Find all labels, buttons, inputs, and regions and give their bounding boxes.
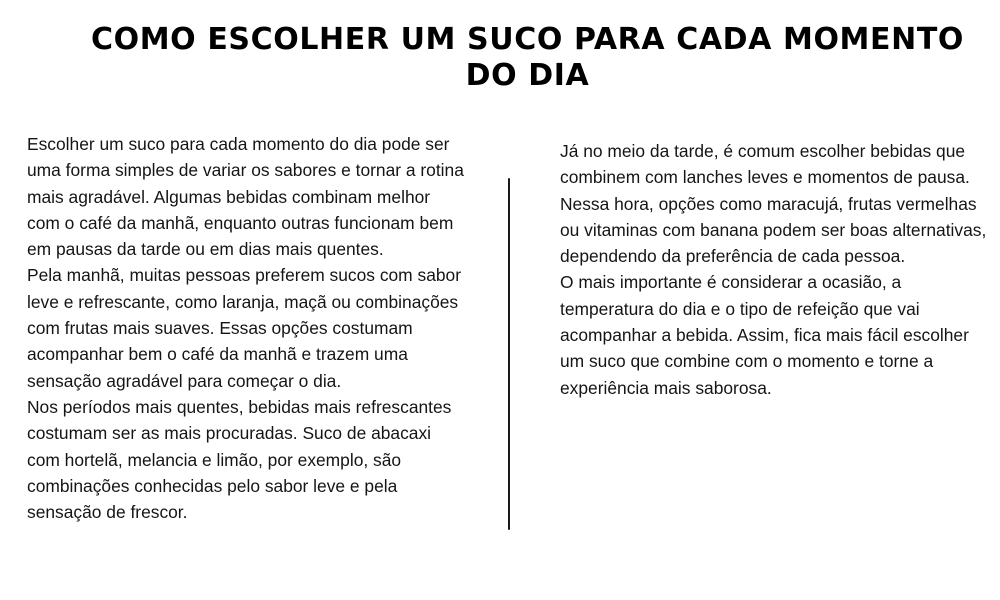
paragraph: Já no meio da tarde, é comum escolher bebidas que combinem com lanches leves e momentos de pausa. Nessa hora, opções como maracujá, frutas vermelhas ou vitaminas com banana podem ser boas alternativas, dependendo da preferência de cada pessoa. — [560, 141, 987, 267]
right-column — [560, 138, 990, 401]
left-column — [27, 131, 467, 525]
paragraph: Pela manhã, muitas pessoas preferem sucos com sabor leve e refrescante, como laranja, maçã ou combinações com frutas mais suaves. Essas opções costumam acompanhar bem o café da manhã e trazem uma sensação agradável para começar o dia. — [27, 265, 462, 391]
paragraph: Nos períodos mais quentes, bebidas mais refrescantes costumam ser as mais procuradas. Suco de abacaxi com hortelã, melancia e limão, por exemplo, são combinações conhecidas pelo sabor leve e pela sensação de frescor. — [27, 396, 452, 523]
paragraph: Escolher um suco para cada momento do dia pode ser uma forma simples de variar os sabores e tornar a rotina mais agradável. Algumas bebidas combinam melhor com o café da manhã, enquanto outras funcionam bem em pausas da tarde ou em dias mais quentes. — [27, 134, 464, 260]
column-divider — [508, 178, 510, 530]
paragraph: O mais importante é considerar a ocasião, a temperatura do dia e o tipo de refeição que vai acompanhar a bebida. Assim, fica mais fácil escolher um suco que combine com o momento e torne a experiência mais saborosa. — [560, 272, 969, 398]
page-title: COMO ESCOLHER UM SUCO PARA CADA MOMENTO DO DIA — [91, 22, 964, 93]
